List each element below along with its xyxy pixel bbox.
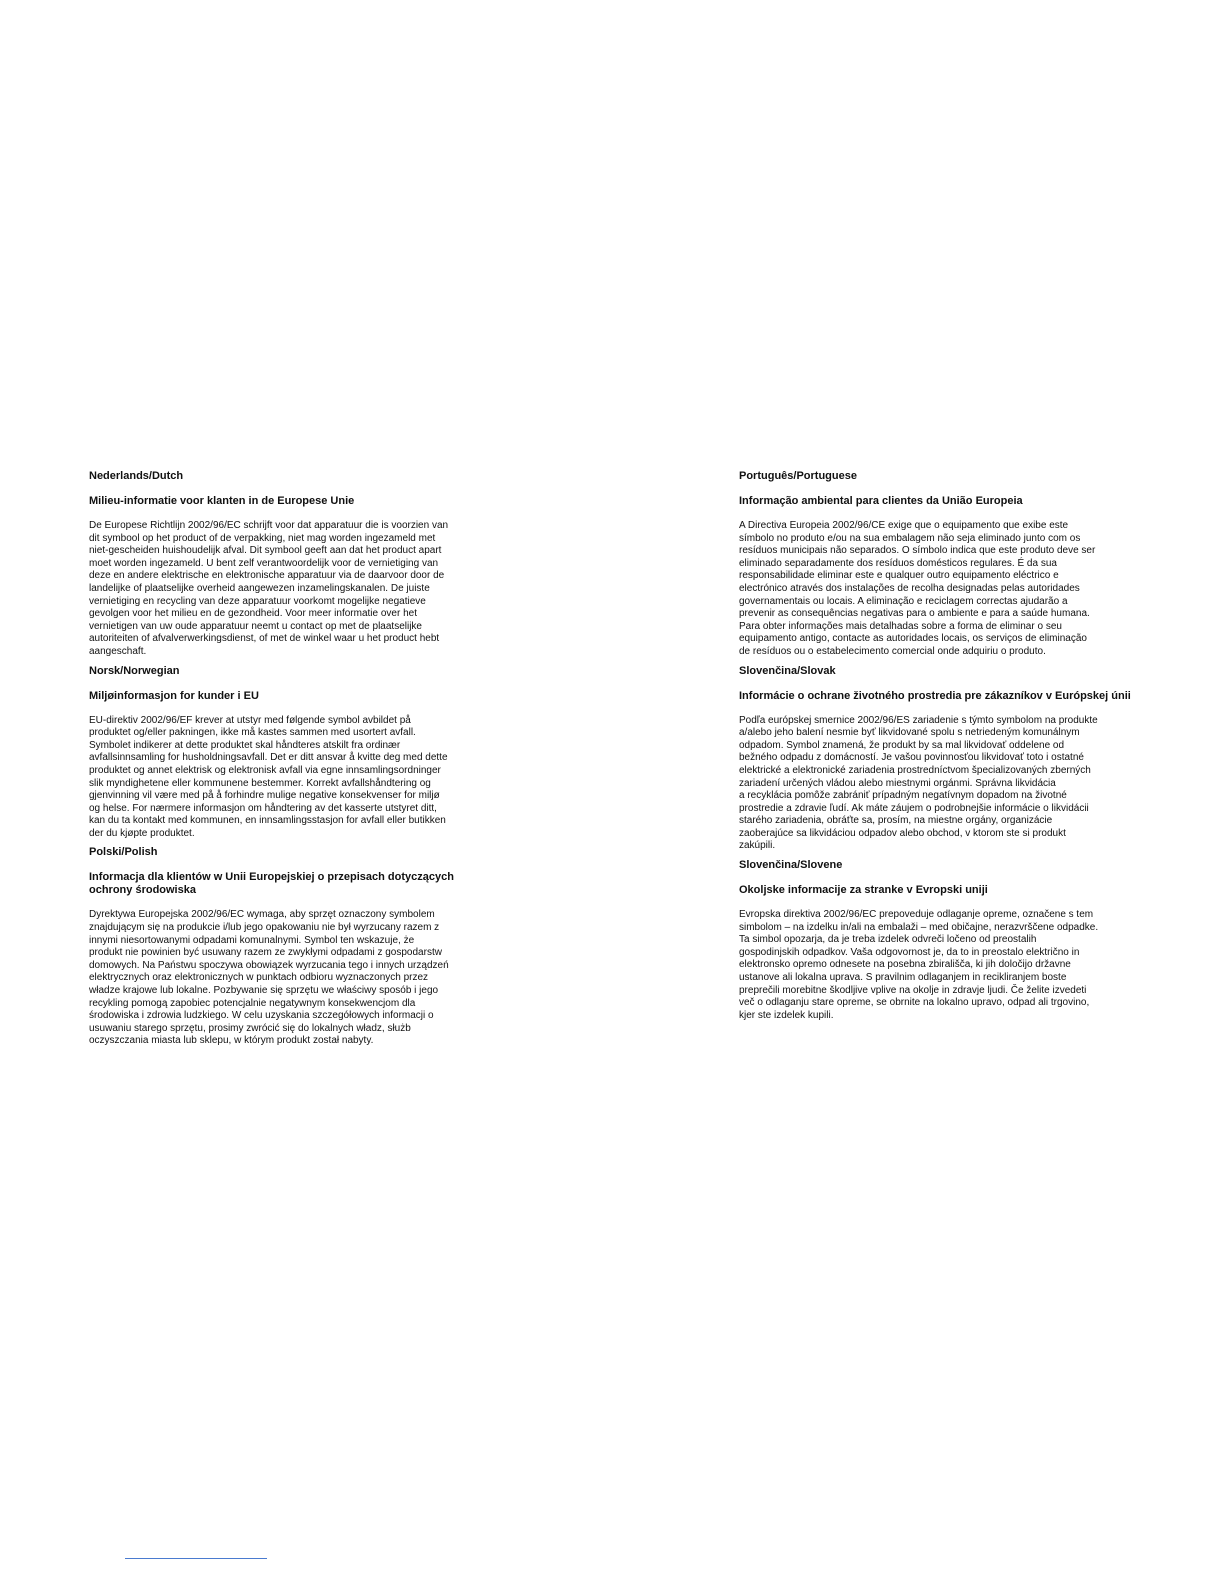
body-line: resíduos municipais não separados. O símbolo indica que este produto deve ser (739, 545, 1096, 557)
body-line: a recyklácia pomôže zabrániť prípadným negatívnym dopadom na životné (739, 790, 1067, 802)
section-body (739, 520, 1144, 659)
left-column (89, 469, 494, 1048)
body-line: domowych. Na Państwu spoczywa obowiązek wyrzucania tego i innych urządzeń (89, 959, 449, 971)
body-line: avfallsinnsamling for husholdningsavfall. Det er ditt ansvar å kvitte deg med dette (89, 752, 448, 764)
body-line: og helse. For nærmere informasjon om håndtering av det kasserte utstyret ditt, (89, 802, 437, 814)
body-line: vernietiging en recycling van deze apparatuur voorkomt mogelijke negatieve (89, 595, 426, 607)
body-line: preprečili morebitne škodljive vplive na okolje in zdravje ljudi. Če želite izvedeti (739, 984, 1087, 996)
body-line: zakúpili. (739, 840, 776, 852)
body-line: środowiska i zdrowia ludzkiego. W celu uzyskania szczegółowych informacji o (89, 1010, 434, 1022)
body-line: elektrycznych oraz elektronicznych w punktach odbioru wyznaczonych przez (89, 972, 429, 984)
body-line: starého zariadenia, obráťte sa, prosím, na miestne orgány, organizácie (739, 815, 1053, 827)
body-line: innymi niesortowanymi odpadami komunalnymi. Symbol ten wskazuje, że (89, 934, 415, 946)
body-line: equipamento antigo, contacte as autoridades locais, os serviços de eliminação (739, 633, 1087, 645)
body-line: a/alebo jeho balení nesmie byť likvidované spolu s netriedeným komunálnym (739, 727, 1080, 739)
body-line: produktet og/eller pakningen, ikke må kastes sammen med usortert avfall. (89, 727, 416, 739)
body-line: eliminado separadamente dos resíduos domésticos regulares. É da sua (739, 557, 1057, 569)
language-label: Nederlands/Dutch (89, 470, 184, 482)
body-line: A Directiva Europeia 2002/96/CE exige que o equipamento que exibe este (739, 520, 1069, 531)
body-line: kjer ste izdelek kupili. (739, 1009, 834, 1021)
body-line: deze en andere elektrische en elektronische apparatuur via de daarvoor door de (89, 570, 445, 582)
body-line: produktet og annet elektrisk og elektronisk avfall via egne innsamlingsordninger (89, 764, 441, 776)
section-body (739, 715, 1144, 854)
body-line: bežného odpadu z domácností. Je vašou povinnosťou likvidovať toto i ostatné (739, 752, 1084, 764)
body-line: Symbolet indikerer at dette produktet skal håndteres atskilt fra ordinær (89, 739, 401, 751)
body-line: gospodinjskih odpadkov. Vaša odgovornost je, da to in preostalo električno in (739, 946, 1080, 958)
body-line: aangeschaft. (89, 645, 147, 657)
body-line: slik myndighetene eller kommunene bestemmer. Korrekt avfallshåndtering og (89, 777, 431, 789)
language-label: Polski/Polish (89, 846, 158, 859)
section-portuguese (739, 469, 1144, 659)
section-body (739, 909, 1144, 1022)
body-line: Podľa európskej smernice 2002/96/ES zariadenie s týmto symbolom na produkte (739, 714, 1098, 726)
body-line: odpadom. Symbol znamená, že produkt by sa mal likvidovať oddelene od (739, 739, 1065, 751)
body-line: več o odlaganju stare opreme, se obrnite na lokalno upravo, odpad ali trgovino, (739, 997, 1090, 1009)
body-line: governamentais ou locais. A eliminação e reciclagem correctas ajudarão a (739, 595, 1068, 607)
section-slovak (739, 664, 1144, 854)
body-line: gevolgen voor het milieu en de gezondheid. Voor meer informatie over het (89, 608, 417, 620)
body-line: autoriteiten of afvalverwerkingsdienst, of met de winkel waar u het product hebt (89, 633, 440, 645)
section-heading: Informacja dla klientów w Unii Europejskiej o przepisach dotyczących ochrony środowiska (89, 871, 454, 897)
section-polish (89, 845, 494, 1048)
language-label: Norsk/Norwegian (89, 664, 180, 677)
language-label: Slovenčina/Slovak (739, 664, 836, 677)
body-line: símbolo no produto e/ou na sua embalagem não seja eliminado junto com os (739, 532, 1081, 544)
body-line: EU-direktiv 2002/96/EF krever at utstyr med følgende symbol avbildet på (89, 714, 411, 726)
body-line: elektrické a elektronické zariadenia prostredníctvom špecializovaných zberných (739, 764, 1091, 776)
body-line: dit symbool op het product of de verpakking, niet mag worden ingezameld met (89, 532, 436, 544)
section-body (89, 520, 494, 659)
body-line: usuwaniu starego sprzętu, prosimy zwrócić się do lokalnych władz, służb (89, 1022, 411, 1034)
body-line: kan du ta kontakt med kommunen, en innsamlingsstasjon for avfall eller butikken (89, 815, 446, 827)
language-label: Português/Portuguese (739, 470, 857, 482)
section-dutch (89, 469, 494, 659)
body-line: prevenir as consequências negativas para o ambiente e para a saúde humana. (739, 608, 1090, 620)
section-body (89, 715, 494, 841)
body-line: prostredie a zdravie ľudí. Ak máte záujem o podrobnejšie informácie o likvidácii (739, 802, 1089, 814)
body-line: elektronsko opremo odnesete na posebna zbirališča, ki jih določijo državne (739, 959, 1071, 971)
body-line: Para obter informações mais detalhadas sobre a forma de eliminar o seu (739, 620, 1062, 632)
body-line: der du kjøpte produktet. (89, 827, 195, 839)
body-line: landelijke of plaatselijke overheid aangewezen inzamelingskanalen. De juiste (89, 582, 430, 594)
body-line: produkt nie powinien być usuwany razem ze zwykłymi odpadami z gospodarstw (89, 947, 442, 959)
section-heading: Okoljske informacije za stranke v Evropski uniji (739, 884, 988, 897)
body-line: zariadení určených vládou alebo miestnymi orgánmi. Správna likvidácia (739, 777, 1056, 789)
footer-divider (125, 1558, 267, 1559)
body-line: electrónico através dos instalações de recolha designadas pelas autoridades (739, 582, 1080, 594)
body-line: Evropska direktiva 2002/96/EC prepoveduje odlaganje opreme, označene s tem (739, 909, 1094, 921)
section-norwegian (89, 664, 494, 841)
body-line: vernietigen van uw oude apparatuur neemt u contact op met de plaatselijke (89, 620, 422, 632)
body-line: moet worden ingezameld. U bent zelf verantwoordelijk voor de vernietiging van (89, 557, 439, 569)
section-heading: Informação ambiental para clientes da União Europeia (739, 495, 1023, 507)
body-line: responsabilidade eliminar este e qualquer outro equipamento eléctrico e (739, 570, 1059, 582)
body-line: recykling pomogą zapobiec potencjalnie negatywnym konsekwencjom dla (89, 997, 416, 1009)
body-line: zaoberajúce sa likvidáciou odpadov alebo obchod, v ktorom ste si produkt (739, 827, 1066, 839)
section-heading: Milieu-informatie voor klanten in de Europese Unie (89, 495, 355, 507)
language-label: Slovenčina/Slovene (739, 859, 843, 872)
body-line: Ta simbol opozarja, da je treba izdelek odvreči ločeno od preostalih (739, 934, 1037, 946)
body-line: gjenvinning vil være med på å forhindre mulige negative konsekvenser for miljø (89, 790, 440, 802)
section-slovene (739, 858, 1144, 1022)
body-line: znajdującym się na produkcie i/lub jego opakowaniu nie był wyrzucany razem z (89, 922, 440, 934)
body-line: ustanove ali lokalna uprava. S pravilnim odlaganjem in recikliranjem boste (739, 972, 1067, 984)
body-line: De Europese Richtlijn 2002/96/EC schrijft voor dat apparatuur die is voorzien van (89, 520, 449, 531)
body-line: Dyrektywa Europejska 2002/96/EC wymaga, aby sprzęt oznaczony symbolem (89, 909, 435, 921)
body-line: de resíduos ou o estabelecimento comercial onde adquiriu o produto. (739, 645, 1046, 657)
body-line: oczyszczania miasta lub sklepu, w którym produkt został nabyty. (89, 1035, 374, 1047)
section-heading: Miljøinformasjon for kunder i EU (89, 689, 259, 702)
section-body (89, 909, 494, 1048)
right-column (739, 469, 1144, 1022)
body-line: władze krajowe lub lokalne. Pozbywanie się sprzętu we właściwy sposób i jego (89, 985, 439, 997)
body-line: niet-gescheiden huishoudelijk afval. Dit symbool geeft aan dat het product apart (89, 545, 442, 557)
body-line: simbolom – na izdelku in/ali na embalaži – med običajne, nerazvrščene odpadke. (739, 921, 1099, 933)
section-heading: Informácie o ochrane životného prostredia pre zákazníkov v Európskej únii (739, 689, 1131, 702)
